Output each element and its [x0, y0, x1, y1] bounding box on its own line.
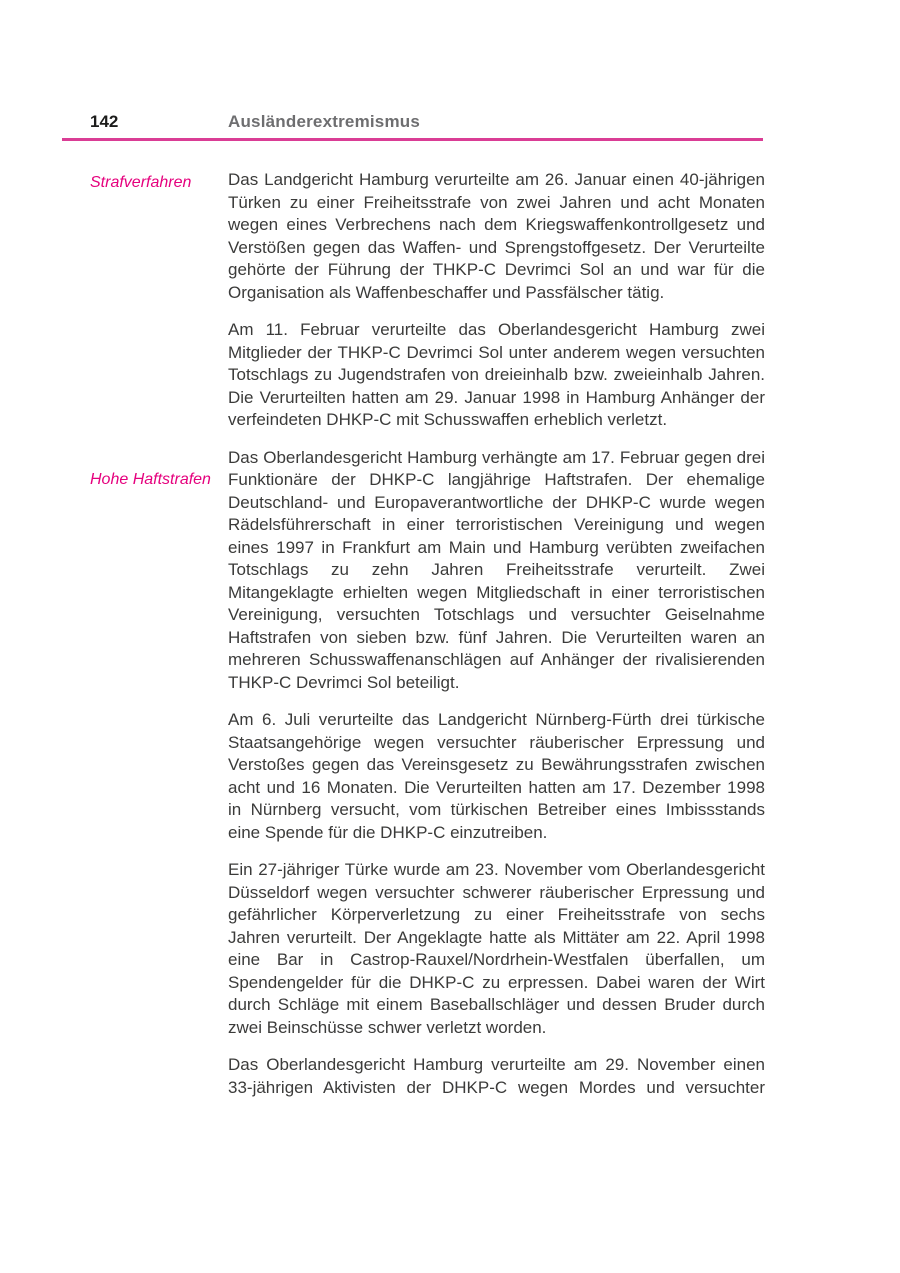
- body-paragraph: Am 6. Juli verurteilte das Landgericht Nürnberg-Fürth drei türkische Staatsangehörige wegen versuchter räuberischer Erpressung und Verstoßes gegen das Vereinsgesetz zu Bewährungsstrafen zwischen acht und 16 Monaten. Die Verurteilten hatten am 17. Dezember 1998 in Nürnberg versucht, vom türkischen Betreiber eines Imbissstands eine Spende für die DHKP-C einzutreiben.: [228, 710, 765, 842]
- body-text-column: [228, 169, 765, 1099]
- margin-note-hohe-haftstrafen: Hohe Haftstrafen: [90, 471, 211, 488]
- body-paragraph: Das Landgericht Hamburg verurteilte am 26. Januar einen 40-jährigen Türken zu einer Freiheitsstrafe von zwei Jahren und acht Monaten wegen eines Verbrechens nach dem Kriegswaffenkontrollgesetz und Verstößen gegen das Waffen- und Sprengstoffgesetz. Der Verurteilte gehörte der Führung der THKP-C Devrimci Sol an und war für die Organisation als Waffenbeschaffer und Passfälscher tätig.: [228, 170, 765, 302]
- body-paragraph: Am 11. Februar verurteilte das Oberlandesgericht Hamburg zwei Mitglieder der THKP-C Devrimci Sol unter anderem wegen versuchten Totschlags zu Jugendstrafen von dreieinhalb bzw. zweieinhalb Jahren. Die Verurteilten hatten am 29. Januar 1998 in Hamburg Anhänger der verfeindeten DHKP-C mit Schusswaffen erheblich verletzt.: [228, 320, 765, 429]
- body-paragraph: Das Oberlandesgericht Hamburg verurteilte am 29. November einen 33-jährigen Aktivisten der DHKP-C wegen Mordes und versuchter: [228, 1055, 765, 1097]
- body-paragraph: Das Oberlandesgericht Hamburg verhängte am 17. Februar gegen drei Funktionäre der DHKP-C langjährige Haftstrafen. Der ehemalige Deutschland- und Europaverantwortliche der DHKP-C wurde wegen Rädelsführerschaft in einer terroristischen Vereinigung und wegen eines 1997 in Frankfurt am Main und Hamburg verübten zweifachen Totschlags zu zehn Jahren Freiheitsstrafe verurteilt. Zwei Mitangeklagte erhielten wegen Mitgliedschaft in einer terroristischen Vereinigung, versuchten Totschlags und versuchter Geiselnahme Haftstrafen von sieben bzw. fünf Jahren. Die Verurteilten waren an mehreren Schusswaffenanschlägen auf Anhänger der rivalisierenden THKP-C Devrimci Sol beteiligt.: [228, 447, 765, 692]
- body-paragraph: Ein 27-jähriger Türke wurde am 23. November vom Oberlandesgericht Düsseldorf wegen versuchter schwerer räuberischer Erpressung und gefährlicher Körperverletzung zu einer Freiheitsstrafe von sechs Jahren verurteilt. Der Angeklagte hatte als Mittäter am 22. April 1998 eine Bar in Castrop-Rauxel/Nordrhein-Westfalen überfallen, um Spendengelder für die DHKP-C zu erpressen. Dabei waren der Wirt durch Schläge mit einem Baseballschläger und dessen Bruder durch zwei Beinschüsse schwer verletzt worden.: [228, 860, 765, 1037]
- header-rule: [62, 138, 763, 141]
- page-number: 142: [90, 112, 119, 131]
- margin-note-strafverfahren: Strafverfahren: [90, 174, 192, 191]
- section-header: Ausländerextremismus: [228, 112, 421, 131]
